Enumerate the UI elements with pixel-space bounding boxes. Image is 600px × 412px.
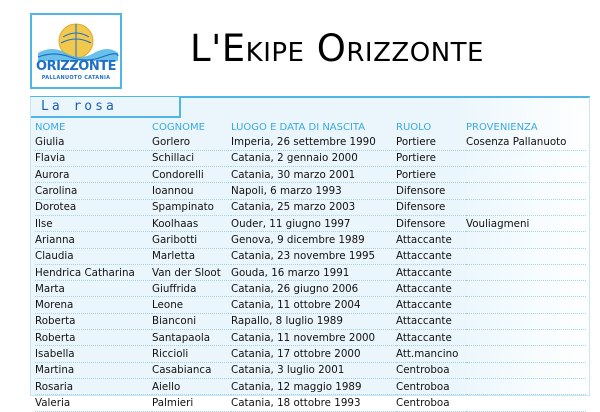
roster-table <box>35 120 586 412</box>
cell-ruolo: Attaccante <box>396 266 452 279</box>
column-header-luogo: LUOGO E DATA DI NASCITA <box>231 121 366 133</box>
cell-ruolo: Attaccante <box>396 250 452 263</box>
cell-ruolo: Centroboa <box>396 396 450 409</box>
cell-provenienza <box>466 281 586 297</box>
column-header-nome: NOME <box>35 121 66 133</box>
cell-nome: Marta <box>35 282 65 295</box>
cell-provenienza <box>466 264 586 280</box>
table-row <box>35 362 586 378</box>
cell-provenienza: Cosenza Pallanuoto <box>466 135 567 148</box>
cell-cognome: Leone <box>152 299 184 312</box>
cell-nome: Ilse <box>35 217 53 230</box>
table-header-row <box>35 120 586 134</box>
cell-luogo: Genova, 9 dicembre 1989 <box>231 233 365 246</box>
cell-ruolo: Portiere <box>396 168 436 181</box>
table-row <box>35 313 586 329</box>
table-row <box>35 167 586 183</box>
table-row <box>35 297 586 313</box>
section-label: La rosa <box>31 97 181 118</box>
cell-ruolo: Attaccante <box>396 331 452 344</box>
cell-cognome: Van der Sloot <box>152 266 221 279</box>
cell-cognome: Marletta <box>152 250 196 263</box>
cell-ruolo: Attaccante <box>396 315 452 328</box>
table-row <box>35 150 586 166</box>
cell-provenienza <box>466 395 586 411</box>
table-row <box>35 378 586 394</box>
cell-provenienza <box>466 346 586 362</box>
cell-provenienza <box>466 297 586 313</box>
cell-nome: Isabella <box>35 348 75 360</box>
logo-name: ORIZZONTE <box>36 59 116 74</box>
cell-nome: Rosaria <box>35 380 74 393</box>
cell-nome: Dorotea <box>35 201 77 214</box>
cell-ruolo: Difensore <box>396 185 446 198</box>
cell-nome: Flavia <box>35 152 66 165</box>
cell-cognome: Aiello <box>152 380 181 393</box>
cell-luogo: Catania, 12 maggio 1989 <box>231 380 362 393</box>
cell-luogo: Catania, 11 novembre 2000 <box>231 331 376 344</box>
cell-cognome: Palmieri <box>152 396 194 409</box>
cell-provenienza: Vouliagmeni <box>466 217 530 230</box>
cell-cognome: Riccioli <box>152 348 189 360</box>
cell-provenienza <box>466 362 586 378</box>
cell-nome: Arianna <box>35 233 75 246</box>
cell-luogo: Rapallo, 8 luglio 1989 <box>231 315 343 328</box>
cell-ruolo: Centroboa <box>396 364 450 377</box>
cell-cognome: Ioannou <box>152 185 194 198</box>
cell-luogo: Ouder, 11 giugno 1997 <box>231 217 351 230</box>
cell-provenienza <box>466 167 586 183</box>
cell-cognome: Bianconi <box>152 315 197 328</box>
cell-cognome: Condorelli <box>152 168 204 181</box>
cell-luogo: Catania, 25 marzo 2003 <box>231 201 356 214</box>
table-row <box>35 346 586 362</box>
cell-luogo: Catania, 3 luglio 2001 <box>231 364 345 377</box>
cell-cognome: Koolhaas <box>152 217 199 230</box>
cell-nome: Aurora <box>35 168 70 181</box>
cell-provenienza <box>466 183 586 199</box>
cell-cognome: Schillaci <box>152 152 195 165</box>
table-row <box>35 330 586 346</box>
cell-luogo: Gouda, 16 marzo 1991 <box>231 266 350 279</box>
table-row <box>35 199 586 215</box>
cell-ruolo: Att.mancino <box>396 348 459 360</box>
cell-provenienza <box>466 248 586 264</box>
cell-ruolo: Portiere <box>396 135 436 148</box>
roster-panel <box>30 96 590 409</box>
cell-nome: Martina <box>35 364 75 377</box>
cell-nome: Hendrica Catharina <box>35 266 135 279</box>
cell-cognome: Giuffrida <box>152 282 197 295</box>
table-row <box>35 281 586 297</box>
cell-luogo: Catania, 23 novembre 1995 <box>231 250 376 263</box>
cell-ruolo: Centroboa <box>396 380 450 393</box>
cell-ruolo: Portiere <box>396 152 436 165</box>
cell-luogo: Catania, 11 ottobre 2004 <box>231 299 361 312</box>
cell-cognome: Garibotti <box>152 233 198 246</box>
table-row <box>35 183 586 199</box>
cell-nome: Roberta <box>35 315 76 328</box>
cell-nome: Morena <box>35 299 74 312</box>
column-header-ruolo: RUOLO <box>396 121 432 133</box>
cell-nome: Carolina <box>35 185 78 198</box>
cell-luogo: Catania, 2 gennaio 2000 <box>231 152 358 165</box>
cell-provenienza <box>466 330 586 346</box>
cell-cognome: Santapaola <box>152 331 211 344</box>
table-row <box>35 264 586 280</box>
cell-luogo: Catania, 18 ottobre 1993 <box>231 396 361 409</box>
cell-ruolo: Attaccante <box>396 299 452 312</box>
cell-cognome: Spampinato <box>152 201 214 214</box>
cell-luogo: Catania, 26 giugno 2006 <box>231 282 359 295</box>
cell-provenienza <box>466 150 586 166</box>
cell-nome: Claudia <box>35 250 74 263</box>
cell-provenienza <box>466 232 586 248</box>
cell-nome: Valeria <box>35 396 71 409</box>
cell-nome: Roberta <box>35 331 76 344</box>
cell-cognome: Gorlero <box>152 135 191 148</box>
cell-ruolo: Attaccante <box>396 282 452 295</box>
cell-ruolo: Difensore <box>396 201 446 214</box>
cell-ruolo: Attaccante <box>396 233 452 246</box>
cell-provenienza <box>466 313 586 329</box>
cell-luogo: Catania, 17 ottobre 2000 <box>231 348 361 360</box>
table-row <box>35 215 586 231</box>
page-title: L'Ekipe Orizzonte <box>190 27 484 70</box>
cell-provenienza <box>466 199 586 215</box>
cell-luogo: Catania, 30 marzo 2001 <box>231 168 356 181</box>
table-row <box>35 232 586 248</box>
table-row <box>35 395 586 411</box>
cell-luogo: Imperia, 26 settembre 1990 <box>231 135 376 148</box>
cell-nome: Giulia <box>35 135 65 148</box>
cell-provenienza <box>466 378 586 394</box>
column-header-provenienza: PROVENIENZA <box>466 121 538 133</box>
table-row <box>35 248 586 264</box>
column-header-cognome: COGNOME <box>152 121 205 133</box>
cell-luogo: Napoli, 6 marzo 1993 <box>231 185 342 198</box>
logo-tagline: PALLANUOTO CATANIA <box>41 75 111 81</box>
cell-cognome: Casabianca <box>152 364 212 377</box>
cell-ruolo: Difensore <box>396 217 446 230</box>
team-logo <box>30 13 122 89</box>
table-row <box>35 134 586 150</box>
